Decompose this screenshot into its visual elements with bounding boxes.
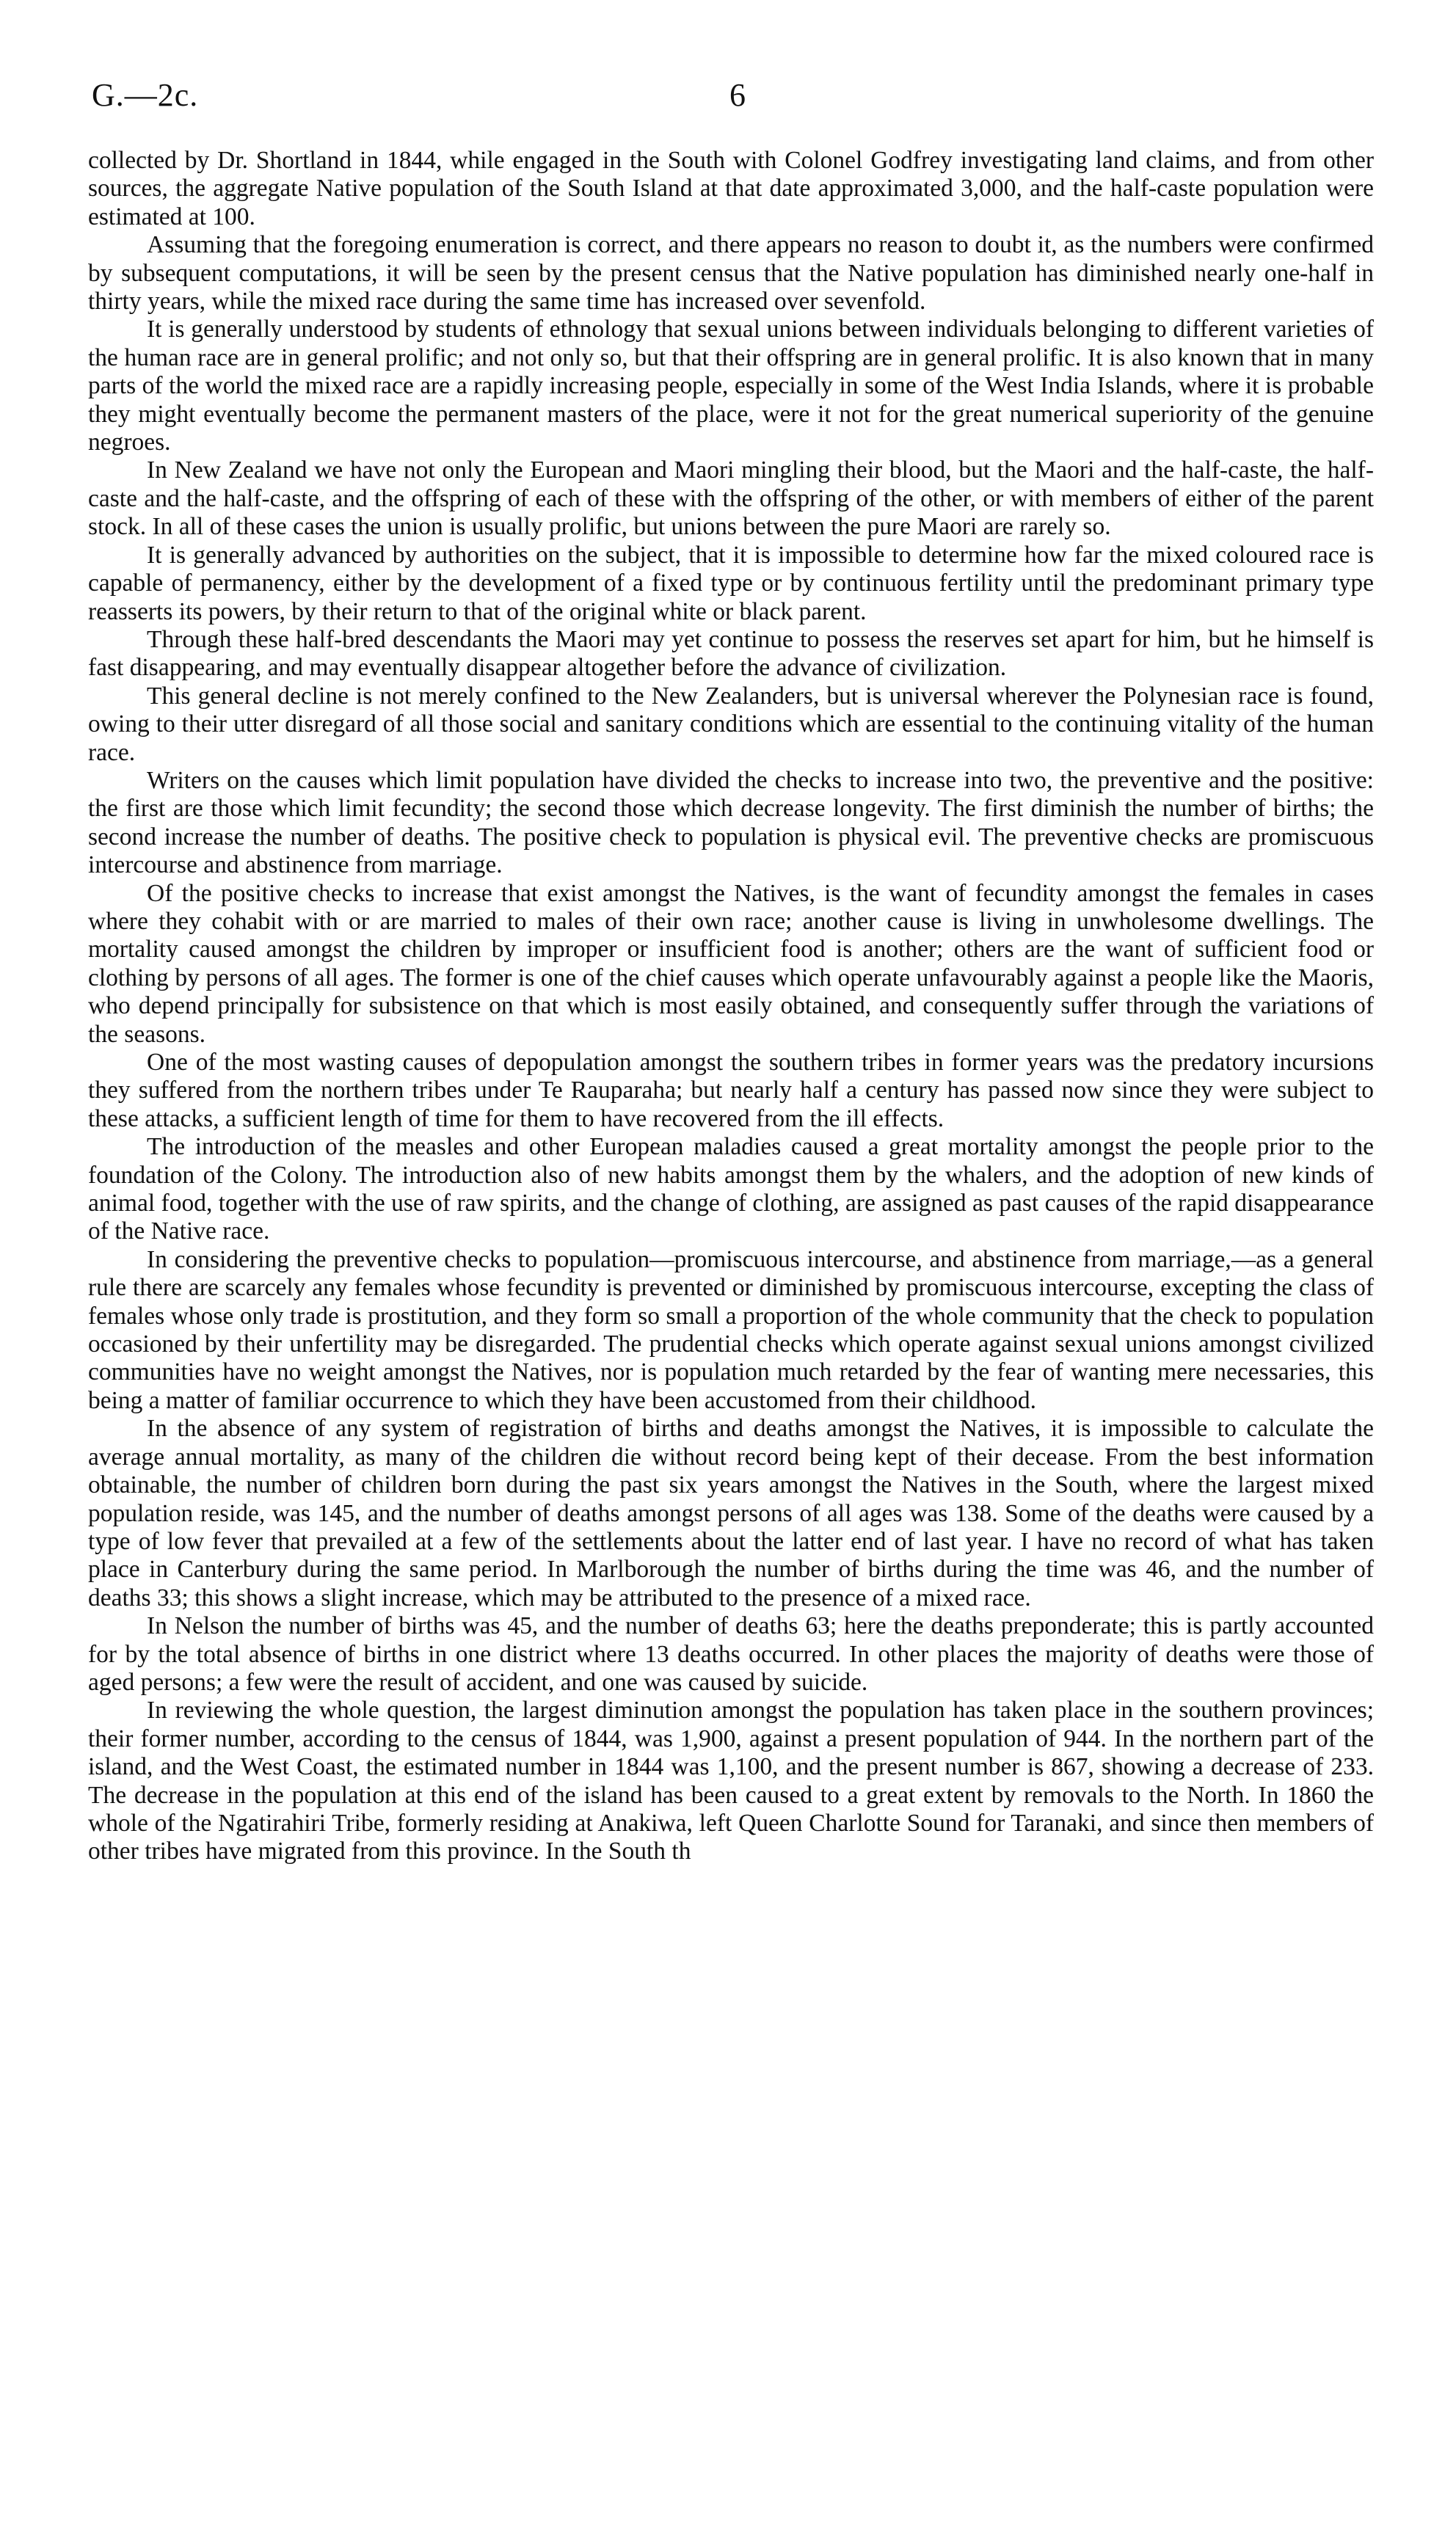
paragraph: Assuming that the foregoing enumeration is correct, and there appears no reason to doubt it, as the numbers were confirmed by subsequent computations, it will be seen by the present census that the Native population has diminished nearly one-half in thirty years, while the mixed race during the same time has increased over sevenfold. [88, 231, 1374, 316]
paragraph: It is generally understood by students of ethnology that sexual unions between individuals belonging to different varieties of the human race are in general prolific; and not only so, but that their offspring are in general prolific. It is also known that in many parts of the world the mixed race are a rapidly increasing people, especially in some of the West India Islands, where it is probable they might eventually become the permanent masters of the place, were it not for the great numerical superiority of the genuine negroes. [88, 316, 1374, 456]
paragraph: In considering the preventive checks to population—promiscuous intercourse, and abstinence from marriage,—as a general rule there are scarcely any females whose fecundity is prevented or diminished by promiscuous intercourse, excepting the class of females whose only trade is prostitution, and they form so small a proportion of the whole community that the check to population occasioned by their unfertility may be disregarded. The prudential checks which operate against sexual unions amongst civilized communities have no weight amongst the Natives, nor is population much retarded by the fear of wanting mere necessaries, this being a matter of familiar occurrence to which they have been accustomed from their childhood. [88, 1245, 1374, 1414]
paragraph: It is generally advanced by authorities on the subject, that it is impossible to determine how far the mixed coloured race is capable of permanency, either by the development of a fixed type or by continuous fertility until the predominant primary type reasserts its powers, by their return to that of the original white or black parent. [88, 541, 1374, 625]
paragraph: One of the most wasting causes of depopulation amongst the southern tribes in former years was the predatory incursions they suffered from the northern tribes under Te Rauparaha; but nearly half a century has passed now since they were subject to these attacks, a sufficient length of time for them to have recovered from the ill effects. [88, 1049, 1374, 1132]
page-number: 6 [729, 77, 746, 113]
paragraph: This general decline is not merely confined to the New Zealanders, but is universal wherever the Polynesian race is found, owing to their utter disregard of all those social and sanitary conditions which are essential to the continuing vitality of the human race. [88, 682, 1374, 766]
document-code: G.—2c. [92, 77, 199, 113]
paragraph: In reviewing the whole question, the largest diminution amongst the population has taken place in the southern provinces; their former number, according to the census of 1844, was 1,900, against a present population of 944. In the northern part of the island, and the West Coast, the estimated number in 1844 was 1,100, and the present number is 867, showing a decrease of 233. The decrease in the population at this end of the island has been caused to a great extent by removals to the North. In 1860 the whole of the Ngatirahiri Tribe, formerly residing at Anakiwa, left Queen Charlotte Sound for Taranaki, and since then members of other tribes have migrated from this province. In the South th [88, 1697, 1374, 1865]
page-header [92, 73, 1376, 125]
paragraph: In Nelson the number of births was 45, and the number of deaths 63; here the deaths preponderate; this is partly accounted for by the total absence of births in one district where 13 deaths occurred. In other places the majority of deaths were those of aged persons; a few were the result of accident, and one was caused by suicide. [88, 1612, 1374, 1696]
body-text [88, 147, 1374, 1866]
paragraph: In New Zealand we have not only the European and Maori mingling their blood, but the Maori and the half-caste, the half-caste and the half-caste, and the offspring of each of these with the offspring of the other, or with members of either of the parent stock. In all of these cases the union is usually prolific, but unions between the pure Maori are rarely so. [88, 456, 1374, 541]
paragraph: collected by Dr. Shortland in 1844, while engaged in the South with Colonel Godfrey investigating land claims, and from other sources, the aggregate Native population of the South Island at that date approximated 3,000, and the half-caste population were estimated at 100. [88, 147, 1374, 230]
paragraph: Through these half-bred descendants the Maori may yet continue to possess the reserves set apart for him, but he himself is fast disappearing, and may eventually disappear altogether before the advance of civilization. [88, 625, 1374, 682]
paragraph: The introduction of the measles and other European maladies caused a great mortality amongst the people prior to the foundation of the Colony. The introduction also of new habits amongst them by the whalers, and the adoption of new kinds of animal food, together with the use of raw spirits, and the change of clothing, are assigned as past causes of the rapid disappearance of the Native race. [88, 1133, 1374, 1245]
paragraph: In the absence of any system of registration of births and deaths amongst the Natives, it is impossible to calculate the average annual mortality, as many of the children die without record being kept of their decease. From the best information obtainable, the number of children born during the past six years amongst the Natives in the South, where the largest mixed population reside, was 145, and the number of deaths amongst persons of all ages was 138. Some of the deaths were caused by a type of low fever that prevailed at a few of the settlements about the latter end of last year. I have no record of what has taken place in Canterbury during the same period. In Marlborough the number of births during the time was 46, and the number of deaths 33; this shows a slight increase, which may be attributed to the presence of a mixed race. [88, 1415, 1374, 1612]
paragraph: Writers on the causes which limit population have divided the checks to increase into two, the preventive and the positive: the first are those which limit fecundity; the second those which decrease longevity. The first diminish the number of births; the second increase the number of deaths. The positive check to population is physical evil. The preventive checks are promiscuous intercourse and abstinence from marriage. [88, 766, 1374, 879]
paragraph: Of the positive checks to increase that exist amongst the Natives, is the want of fecundity amongst the females in cases where they cohabit with or are married to males of their own race; another cause is living in unwholesome dwellings. The mortality caused amongst the children by improper or insufficient food is another; others are the want of sufficient food or clothing by persons of all ages. The former is one of the chief causes which operate unfavourably against a people like the Maoris, who depend principally for subsistence on that which is most easily obtained, and consequently suffer through the variations of the seasons. [88, 879, 1374, 1048]
